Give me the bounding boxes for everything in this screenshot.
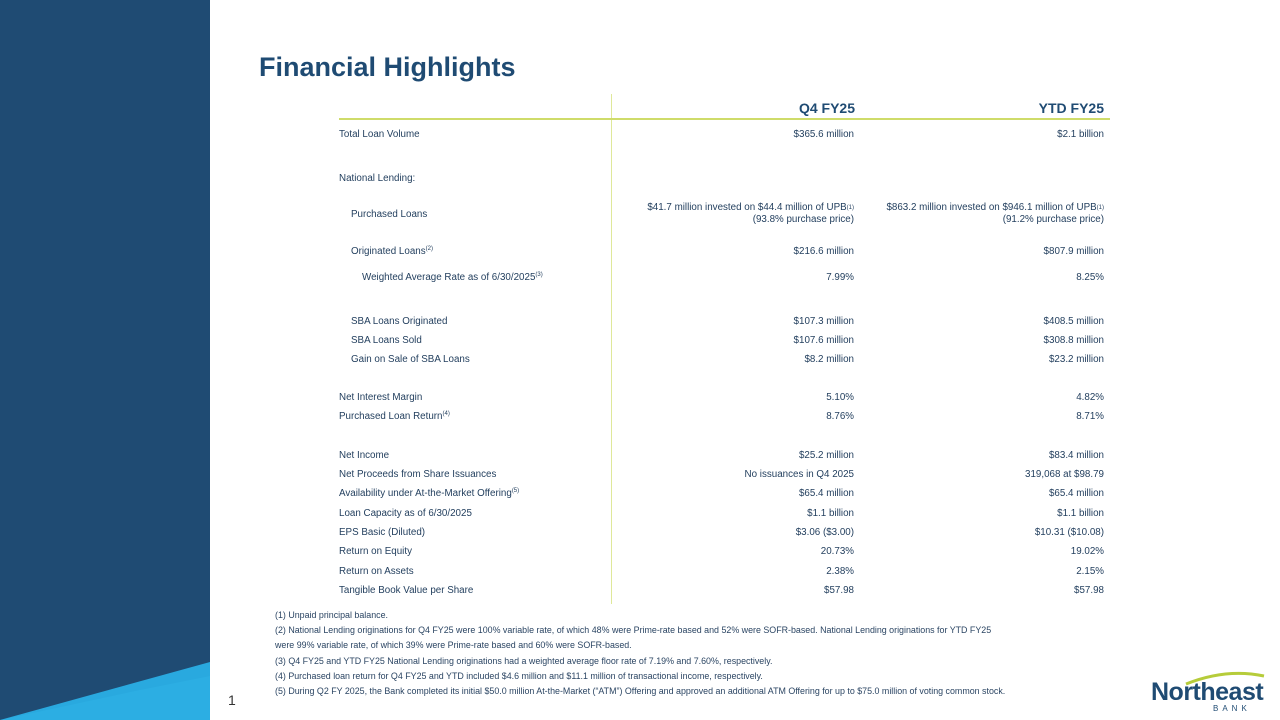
- row-label: Return on Assets: [339, 566, 414, 577]
- q4-value: 20.73%: [820, 546, 854, 557]
- ytd-value: $23.2 million: [1048, 354, 1104, 365]
- q4-value: $65.4 million: [798, 488, 854, 499]
- ytd-value: $83.4 million: [1048, 450, 1104, 461]
- footnote: (2) National Lending originations for Q4 FY25 were 100% variable rate, of which 48% were Prime-rate based and 52% were SOFR-based. National Lending originations for YTD FY25: [275, 625, 992, 636]
- sidebar-decoration: [0, 0, 210, 720]
- row-label: Total Loan Volume: [339, 129, 420, 140]
- q4-value: $365.6 million: [793, 129, 854, 140]
- northeast-bank-logo: [1146, 668, 1274, 716]
- footnote: (5) During Q2 FY 2025, the Bank completed its initial $50.0 million At-the-Market (“ATM”) Offering and approved an additional ATM Offering for up to $75.0 million of voting common stock.: [275, 686, 1006, 697]
- row-label: Purchased Loans: [351, 209, 428, 220]
- row-label: Net Proceeds from Share Issuances: [339, 469, 497, 480]
- ytd-value: 2.15%: [1076, 566, 1104, 577]
- q4-value: $107.6 million: [793, 335, 854, 346]
- logo-subtext: BANK: [1213, 704, 1251, 713]
- row-label: EPS Basic (Diluted): [339, 527, 426, 538]
- q4-value: $41.7 million invested on $44.4 million of UPB$^{(1)}$ (93.8% purchase price): [647, 202, 854, 225]
- ytd-value: 19.02%: [1070, 546, 1104, 557]
- column-header-ytd: YTD FY25: [1038, 100, 1104, 116]
- q4-value: 7.99%: [826, 272, 854, 283]
- q4-value: $107.3 million: [793, 316, 854, 327]
- row-label: Return on Equity: [339, 546, 412, 557]
- ytd-value: 4.82%: [1076, 392, 1104, 403]
- header-rule: [339, 118, 1110, 120]
- q4-value: $8.2 million: [804, 354, 854, 365]
- logo-wordmark: Northeast: [1151, 678, 1264, 706]
- footnote: (3) Q4 FY25 and YTD FY25 National Lending originations had a weighted average floor rate of 7.19% and 7.60%, respectively.: [275, 655, 773, 666]
- ytd-value: $10.31 ($10.08): [1034, 527, 1104, 538]
- q4-value: No issuances in Q4 2025: [744, 469, 854, 480]
- row-label: Net Income: [339, 450, 390, 461]
- ytd-value: $863.2 million invested on $946.1 million of UPB$^{(1)}$ (91.2% purchase price): [886, 202, 1104, 225]
- ytd-value: 8.71%: [1076, 411, 1104, 422]
- q4-value: $57.98: [824, 585, 854, 596]
- q4-value: $25.2 million: [798, 450, 854, 461]
- sidebar-swoosh: [0, 0, 210, 720]
- ytd-value: 8.25%: [1076, 272, 1104, 283]
- ytd-value: $308.8 million: [1043, 335, 1104, 346]
- ytd-value: $2.1 billion: [1057, 129, 1104, 140]
- row-label: SBA Loans Originated: [351, 316, 448, 327]
- ytd-value: $65.4 million: [1048, 488, 1104, 499]
- row-label: Originated Loans$^{(2)}$: [351, 246, 433, 257]
- page-title: Financial Highlights: [259, 52, 516, 82]
- row-label: SBA Loans Sold: [351, 335, 422, 346]
- q4-value: $3.06 ($3.00): [795, 527, 854, 538]
- page-number: 1: [228, 692, 236, 708]
- row-label: National Lending:: [339, 173, 416, 184]
- row-label: Gain on Sale of SBA Loans: [351, 354, 470, 365]
- q4-value: $1.1 billion: [807, 508, 854, 519]
- footnote: were 99% variable rate, of which 39% were Prime-rate based and 60% were SOFR-based.: [275, 640, 632, 651]
- q4-value: 8.76%: [826, 411, 854, 422]
- q4-value: 5.10%: [826, 392, 854, 403]
- column-header-q4: Q4 FY25: [798, 100, 855, 116]
- ytd-value: $1.1 billion: [1057, 508, 1104, 519]
- footnotes: [275, 608, 1155, 699]
- ytd-value: $807.9 million: [1043, 246, 1104, 257]
- row-label: Tangible Book Value per Share: [339, 585, 474, 596]
- row-label: Net Interest Margin: [339, 392, 423, 403]
- row-label: Availability under At-the-Market Offering$^{(5)}$: [339, 488, 520, 499]
- footnote: (1) Unpaid principal balance.: [275, 610, 388, 620]
- ytd-value: $57.98: [1074, 585, 1104, 596]
- ytd-value: 319,068 at $98.79: [1025, 469, 1104, 480]
- q4-value: $216.6 million: [793, 246, 854, 257]
- row-label: Purchased Loan Return$^{(4)}$: [339, 411, 450, 422]
- row-label: Loan Capacity as of 6/30/2025: [339, 508, 472, 519]
- q4-value: 2.38%: [826, 566, 854, 577]
- ytd-value: $408.5 million: [1043, 316, 1104, 327]
- row-label: Weighted Average Rate as of 6/30/2025$^{(3)}$: [362, 272, 543, 283]
- footnote: (4) Purchased loan return for Q4 FY25 and YTD included $4.6 million and $11.1 million of transactional income, respectively.: [275, 670, 763, 681]
